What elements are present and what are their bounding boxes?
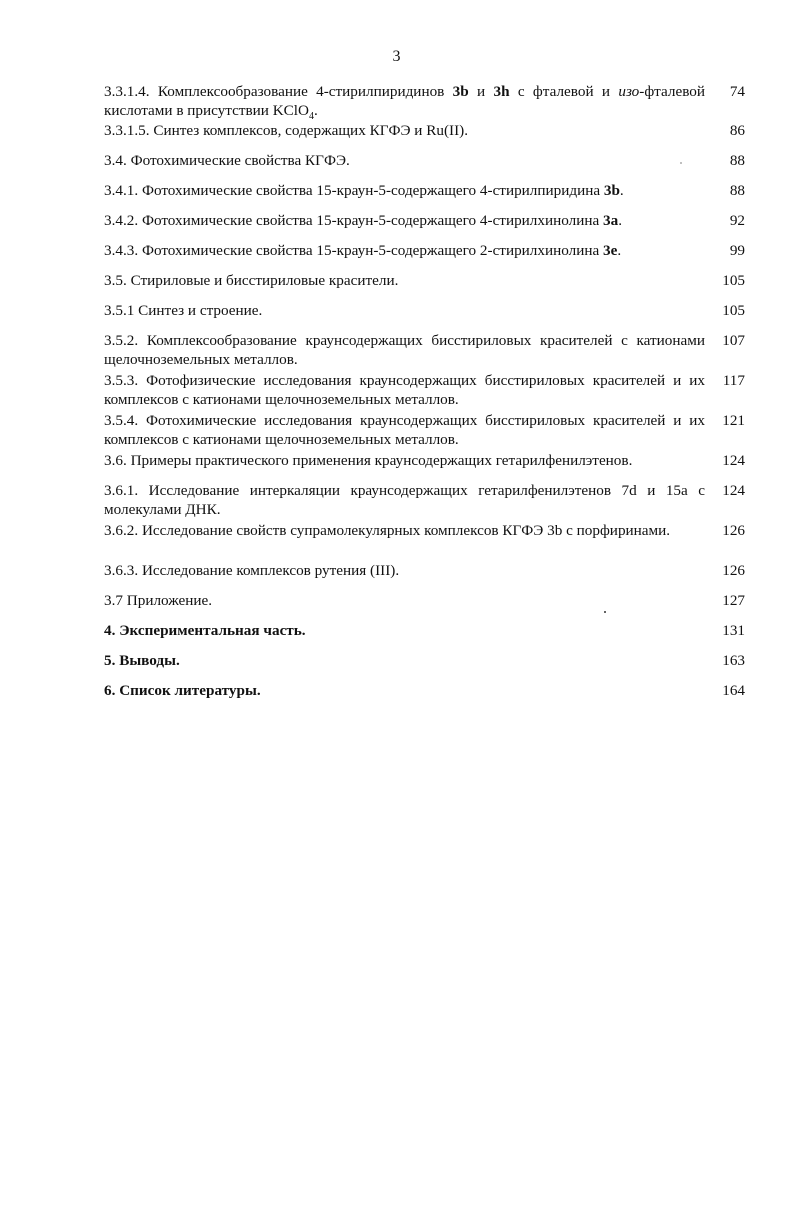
toc-entry-title: 3.6.2. Исследование свойств супрамолекулярных комплексов КГФЭ 3b с порфиринами. bbox=[104, 522, 671, 539]
toc-entry-page: 88 bbox=[729, 182, 745, 199]
toc-entry-title: 3.4.3. Фотохимические свойства 15-краун-5-содержащего 2-стирилхинолина 3e. bbox=[104, 242, 622, 259]
toc-entry-page: 86 bbox=[729, 122, 745, 139]
toc-entry-page: 124 bbox=[722, 452, 745, 469]
toc-entry-page: 127 bbox=[722, 592, 745, 609]
toc-entry-page: 164 bbox=[722, 682, 745, 699]
toc-entry-title: 3.3.1.5. Синтез комплексов, содержащих КГФЭ и Ru(II). bbox=[104, 122, 468, 139]
toc-entry-page: 117 bbox=[722, 372, 745, 389]
toc-entry-page: 126 bbox=[722, 562, 745, 579]
toc-entry-title: 3.5. Стириловые и бисстириловые красители. bbox=[104, 272, 399, 289]
toc-entry-title: 3.6.3. Исследование комплексов рутения (III). bbox=[104, 562, 400, 579]
toc-entry-title: 3.4. Фотохимические свойства КГФЭ. bbox=[104, 152, 350, 169]
toc-entry-page: 92 bbox=[729, 212, 745, 229]
toc-entry-title: 3.5.1 Синтез и строение. bbox=[104, 302, 263, 319]
toc-entry-title: 6. Список литературы. bbox=[104, 682, 261, 699]
toc-entry-title: 3.5.3. Фотофизические исследования краунсодержащих бисстириловых красителей и их комплексов с катионами щелочноземельных металлов. bbox=[104, 372, 705, 408]
toc-entry-title: 3.3.1.4. Комплексообразование 4-стирилпиридинов 3b и 3h с фталевой и изо-фталевой кислотами в присутствии KClO$_4$. bbox=[104, 83, 705, 123]
toc-entry-title: 3.4.1. Фотохимические свойства 15-краун-5-содержащего 4-стирилпиридина 3b. bbox=[104, 182, 624, 199]
toc-entry-title: 4. Экспериментальная часть. bbox=[104, 622, 306, 639]
scan-speck bbox=[604, 611, 606, 613]
toc-entry-title: 3.4.2. Фотохимические свойства 15-краун-5-содержащего 4-стирилхинолина 3a. bbox=[104, 212, 622, 229]
toc-entry-page: 105 bbox=[722, 302, 745, 319]
toc-entry-title: 3.5.2. Комплексообразование краунсодержащих бисстириловых красителей с катионами щелочноземельных металлов. bbox=[104, 332, 705, 368]
toc-entry-page: 126 bbox=[722, 522, 745, 539]
toc-entry-title: 5. Выводы. bbox=[104, 652, 180, 669]
page-number: 3 bbox=[392, 48, 401, 65]
toc-entry-page: 121 bbox=[722, 412, 745, 429]
toc-entry-page: 99 bbox=[729, 242, 745, 259]
toc-entry-page: 163 bbox=[722, 652, 745, 669]
toc-entry-title: 3.6.1. Исследование интеркаляции краунсодержащих гетарилфенилэтенов 7d и 15a с молекулами ДНК. bbox=[104, 482, 705, 518]
toc-entry-title: 3.7 Приложение. bbox=[104, 592, 213, 609]
toc-entry-page: 105 bbox=[722, 272, 745, 289]
toc-entry-title: 3.6. Примеры практического применения краунсодержащих гетарилфенилэтенов. bbox=[104, 452, 633, 469]
scan-speck bbox=[680, 162, 682, 164]
toc-entry-page: 131 bbox=[722, 622, 745, 639]
toc-entry-page: 124 bbox=[722, 482, 745, 499]
toc-entry-title: 3.5.4. Фотохимические исследования краунсодержащих бисстириловых красителей и их комплексов с катионами щелочноземельных металлов. bbox=[104, 412, 705, 448]
toc-entry-page: 74 bbox=[729, 83, 745, 100]
toc-entry-page: 107 bbox=[722, 332, 745, 349]
toc-entry-page: 88 bbox=[729, 152, 745, 169]
